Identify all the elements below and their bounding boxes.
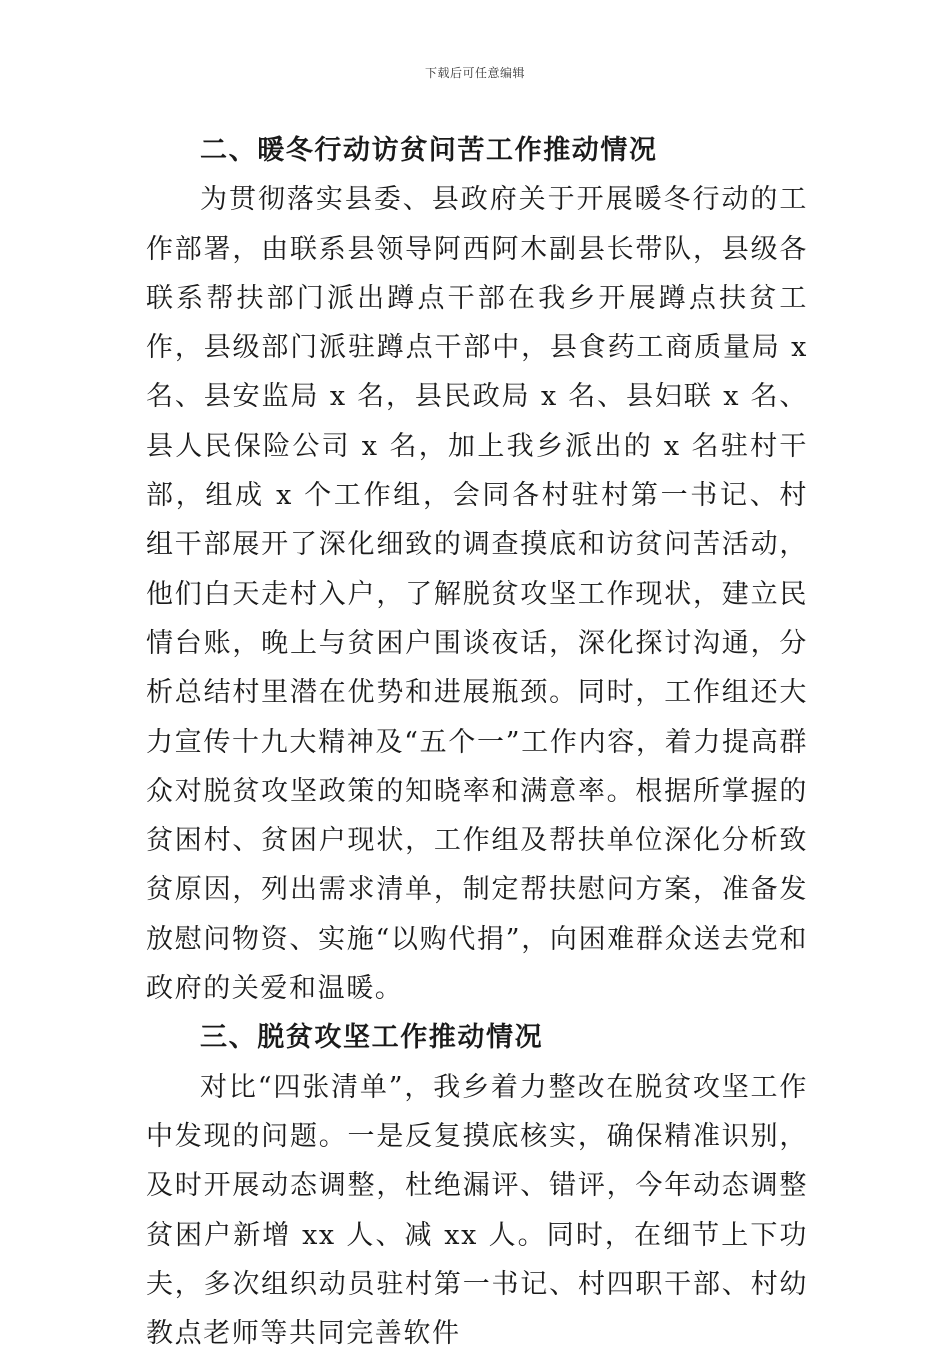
section-heading: 三、脱贫攻坚工作推动情况 xyxy=(200,1022,544,1054)
section-heading: 二、暖冬行动访贫问苦工作推动情况 xyxy=(200,135,658,166)
section-winter-action xyxy=(146,126,808,1013)
section-paragraph: 对比“四张清单”，我乡着力整改在脱贫攻坚工作中发现的问题。一是反复摸底核实，确保精准识别，及时开展动态调整，杜绝漏评、错评，今年动态调整贫困户新增 xx 人、减 xx 人。同时，在细节上下功夫，多次组织动员驻村第一书记、村四职干部、村幼教点老师等共同完善软件 xyxy=(146,1071,808,1350)
document-body xyxy=(146,126,808,1358)
section-paragraph: 为贯彻落实县委、县政府关于开展暖冬行动的工作部署，由联系县领导阿西阿木副县长带队，县级各联系帮扶部门派出蹲点干部在我乡开展蹲点扶贫工作，县级部门派驻蹲点干部中，县食药工商质量局 x 名、县安监局 x 名，县民政局 x 名、县妇联 x 名、县人民保险公司 x 名，加上我乡派出的 x 名驻村干部，组成 x 个工作组，会同各村驻村第一书记、村组干部展开了深化细致的调查摸底和访贫问苦活动，他们白天走村入户，了解脱贫攻坚工作现状，建立民情台账，晚上与贫困户围谈夜话，深化探讨沟通，分析总结村里潜在优势和进展瓶颈。同时，工作组还大力宣传十九大精神及“五个一”工作内容，着力提高群众对脱贫攻坚政策的知晓率和满意率。根据所掌握的贫困村、贫困户现状，工作组及帮扶单位深化分析致贫原因，列出需求清单，制定帮扶慰问方案，准备发放慰问物资、实施“以购代捐”，向困难群众送去党和政府的关爱和温暖。 xyxy=(146,184,808,1005)
page-header: 下载后可任意编辑 xyxy=(424,66,525,80)
section-poverty-alleviation xyxy=(146,1013,808,1358)
